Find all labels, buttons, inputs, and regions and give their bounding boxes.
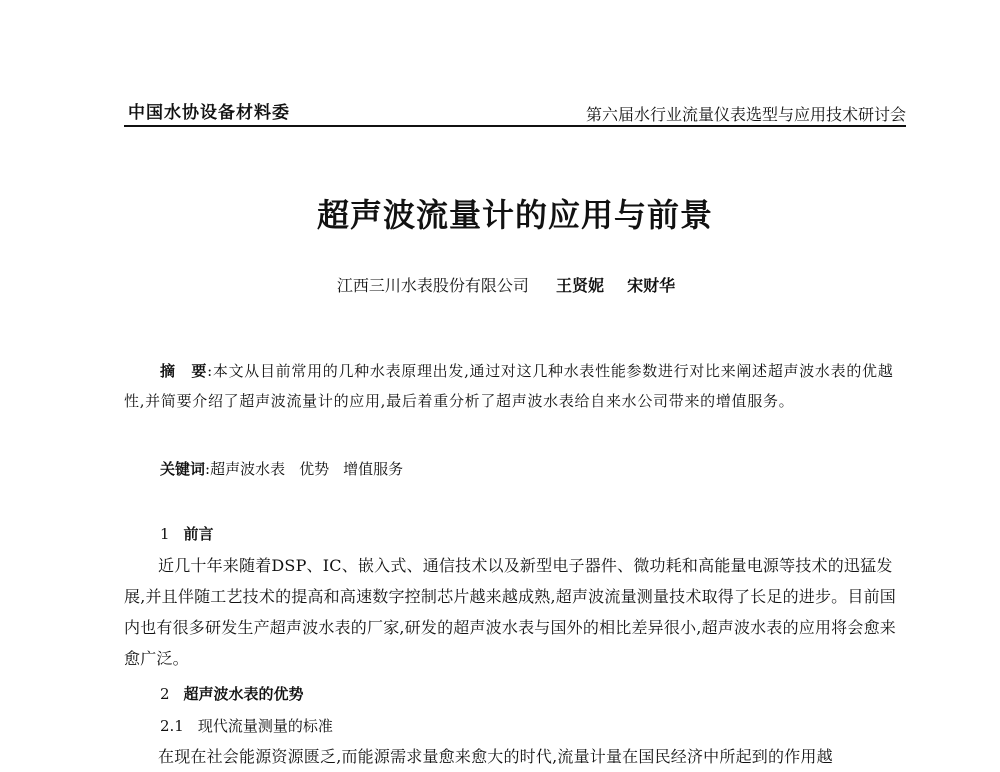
subsection-number: 2.1 — [160, 717, 184, 735]
header-organization: 中国水协设备材料委 — [128, 103, 290, 123]
body-paragraph: 在现在社会能源资源匮乏,而能源需求量愈来愈大的时代,流量计量在国民经济中所起到的作用越 — [158, 747, 833, 766]
paper-title: 超声波流量计的应用与前景 — [316, 196, 713, 234]
header-conference: 第六届水行业流量仪表选型与应用技术研讨会 — [585, 105, 906, 124]
keywords-colon: : — [205, 460, 211, 478]
section-heading — [160, 519, 942, 549]
subsection-heading — [160, 711, 942, 741]
author-name: 王贤妮 — [555, 276, 604, 295]
keywords-line — [160, 454, 900, 484]
section-number: 1 — [160, 525, 170, 543]
author-name: 宋财华 — [627, 276, 676, 295]
abstract-paragraph — [124, 356, 906, 416]
affiliation-company: 江西三川水表股份有限公司 — [336, 276, 529, 295]
section-heading — [160, 679, 942, 709]
abstract-text: :本文从目前常用的几种水表原理出发,通过对这几种水表性能参数进行对比来阐述超声波水表的优越性,并简要介绍了超声波流量计的应用,最后着重分析了超声波水表给自来水公司带来的增值服务。 — [124, 362, 894, 410]
keyword-item: 超声波水表 — [210, 460, 286, 478]
body-paragraph: 近几十年来随着DSP、IC、嵌入式、通信技术以及新型电子器件、微功耗和高能量电源等技术的迅猛发展,并且伴随工艺技术的提高和高速数字控制芯片越来越成熟,超声波流量测量技术取得了长足的进步。目前国内也有很多研发生产超声波水表的厂家,研发的超声波水表与国外的相比差异很小,超声波水表的应用将会愈来愈广泛。 — [124, 556, 896, 668]
section-number: 2 — [160, 685, 170, 703]
section-title: 前言 — [183, 525, 214, 543]
keyword-item: 优势 — [299, 460, 330, 478]
keyword-item: 增值服务 — [343, 460, 404, 478]
author-line — [0, 273, 1000, 296]
section-title: 超声波水表的优势 — [183, 685, 304, 703]
subsection-title: 现代流量测量的标准 — [197, 717, 333, 735]
keywords-label: 关键词 — [160, 460, 206, 478]
abstract-label: 摘 要 — [160, 362, 208, 380]
header-rule — [124, 125, 906, 127]
